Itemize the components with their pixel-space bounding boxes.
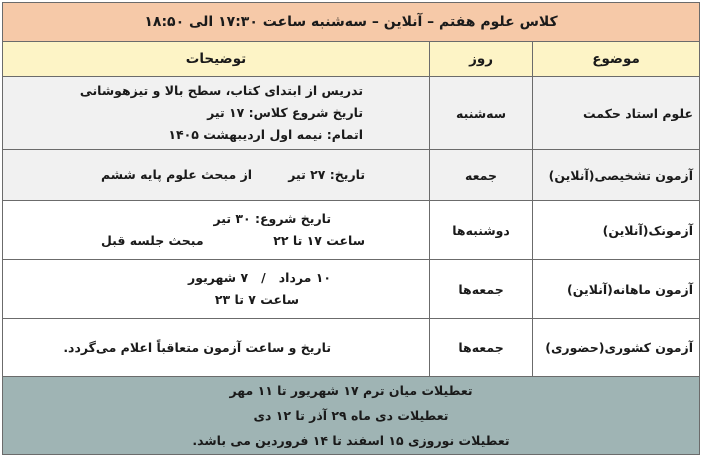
footer-row	[3, 377, 700, 455]
desc-subject: از مبحث علوم پایه ششم	[101, 167, 253, 182]
row-desc	[3, 260, 430, 319]
desc-line: تاریخ و ساعت آزمون متعاقباً اعلام می‌گردد.	[63, 339, 332, 355]
holidays-note	[3, 377, 700, 455]
header-row	[3, 42, 700, 77]
table-row	[3, 201, 700, 260]
desc-time: ساعت ۱۷ تا ۲۲	[273, 233, 366, 248]
table-row	[3, 150, 700, 201]
desc-line: تدریس از ابتدای کتاب، سطح بالا و تیزهوشانی	[79, 83, 364, 98]
desc-date: تاریخ: ۲۷ تیر	[288, 167, 366, 182]
desc-line: تاریخ شروع: ۳۰ تیر	[213, 211, 332, 226]
row-topic: آزمون تشخیصی(آنلاین)	[533, 150, 700, 201]
schedule-table-container	[2, 2, 699, 456]
holiday-line: تعطیلات دی ماه ۲۹ آذر تا ۱۲ دی	[253, 408, 449, 423]
table-row	[3, 319, 700, 377]
row-desc	[3, 150, 430, 201]
row-day: جمعه	[430, 150, 533, 201]
desc-line: ۱۰ مرداد / ۷ شهریور	[188, 270, 332, 285]
row-day: جمعه‌ها	[430, 260, 533, 319]
row-topic: آزمون کشوری(حضوری)	[533, 319, 700, 377]
desc-line: اتمام: نیمه اول اردیبهشت ۱۴۰۵	[168, 127, 364, 142]
row-topic: آزمونک(آنلاین)	[533, 201, 700, 260]
header-topic: موضوع	[533, 42, 700, 77]
schedule-table	[2, 2, 700, 455]
row-desc	[3, 77, 430, 150]
row-desc	[3, 319, 430, 377]
holiday-line: تعطیلات نوروزی ۱۵ اسفند تا ۱۴ فروردین می باشد.	[192, 433, 510, 448]
desc-subject: مبحث جلسه قبل	[101, 233, 204, 248]
title-row	[3, 3, 700, 42]
row-desc	[3, 201, 430, 260]
row-topic: آزمون ماهانه(آنلاین)	[533, 260, 700, 319]
header-desc: توضیحات	[3, 42, 430, 77]
row-day: سه‌شنبه	[430, 77, 533, 150]
row-day: دوشنبه‌ها	[430, 201, 533, 260]
holiday-line: تعطیلات میان ترم ۱۷ شهریور تا ۱۱ مهر	[229, 383, 473, 398]
row-day: جمعه‌ها	[430, 319, 533, 377]
page-title: کلاس علوم هفتم – آنلاین – سه‌شنبه ساعت ۱۷:۳۰ الی ۱۸:۵۰	[3, 3, 700, 42]
header-day: روز	[430, 42, 533, 77]
table-row	[3, 77, 700, 150]
desc-line: ساعت ۷ تا ۲۳	[214, 292, 300, 307]
row-topic: علوم استاد حکمت	[533, 77, 700, 150]
table-row	[3, 260, 700, 319]
desc-line: تاریخ شروع کلاس: ۱۷ تیر	[207, 105, 364, 120]
